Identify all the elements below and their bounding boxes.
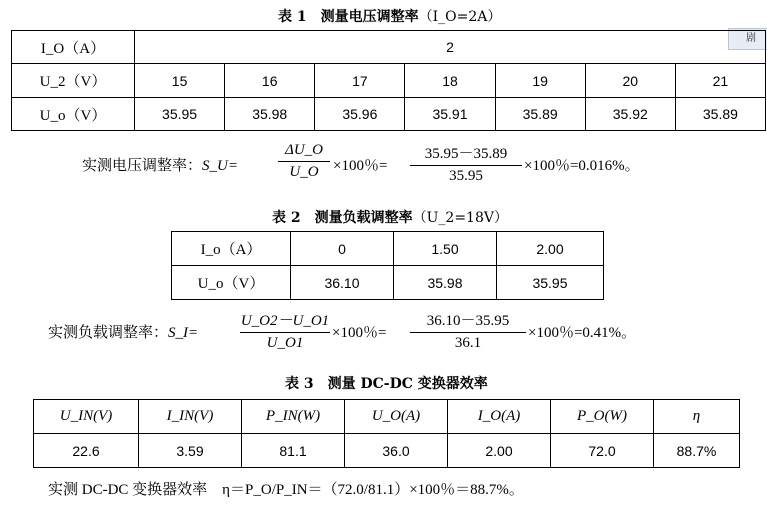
table3-header-uo: U_O(A) <box>345 400 448 434</box>
table3-header-uin: U_IN(V) <box>34 400 139 434</box>
table1-u2-cell: 19 <box>495 64 585 98</box>
table2-caption <box>272 207 508 227</box>
table3-value-cell: 2.00 <box>448 434 551 468</box>
formula2-frac2-bar <box>410 332 526 333</box>
table2-io-cell: 0 <box>291 232 394 266</box>
table2-io-cell: 2.00 <box>497 232 604 266</box>
table1-label-u2: U_2（V） <box>12 64 135 98</box>
formula2-frac1-num: U_O2－U_O1 <box>240 313 330 329</box>
formula2-frac1-den: U_O1 <box>266 335 304 351</box>
table1-label-uo: U_o（V） <box>12 98 135 131</box>
formula3: 实测 DC-DC 变换器效率 η＝P_O/P_IN＝（72.0/81.1）×100％＝88.7%。 <box>48 482 524 498</box>
formula1-symbol: S_U= <box>202 158 238 174</box>
table3-header-po: P_O(W) <box>551 400 654 434</box>
table3-value-cell: 22.6 <box>34 434 139 468</box>
table1-u2-cell: 15 <box>135 64 225 98</box>
table1-caption-text: 表 1 测量电压调整率 <box>278 9 419 25</box>
table1 <box>11 30 766 131</box>
formula2-fraction1 <box>240 309 330 352</box>
table3-value-cell: 36.0 <box>345 434 448 468</box>
formula2-frac2-den: 36.1 <box>454 335 482 351</box>
table3-value-cell: 3.59 <box>139 434 242 468</box>
formula2-fraction2 <box>410 309 526 352</box>
table1-uo-cell: 35.98 <box>225 98 315 131</box>
formula1-frac1-den: U_O <box>289 164 319 180</box>
formula1-prefix <box>82 154 238 175</box>
table2-uo-cell: 35.95 <box>497 266 604 300</box>
table3-header-iin: I_IN(V) <box>139 400 242 434</box>
table2 <box>171 231 604 300</box>
formula1-fraction2 <box>410 142 522 185</box>
table2-label-io: I_o（A） <box>172 232 291 266</box>
formula1-prefix-text: 实测电压调整率： <box>82 158 203 174</box>
table3-value-cell: 72.0 <box>551 434 654 468</box>
formula1-fraction1 <box>278 142 330 181</box>
table3-value-cell: 81.1 <box>242 434 345 468</box>
formula1-frac2-num: 35.95－35.89 <box>424 146 508 162</box>
table1-u2-cell: 21 <box>675 64 765 98</box>
table1-uo-cell: 35.89 <box>495 98 585 131</box>
formula1-frac2-den: 35.95 <box>449 168 483 184</box>
table3-header-pin: P_IN(W) <box>242 400 345 434</box>
table2-uo-cell: 36.10 <box>291 266 394 300</box>
table1-uo-cell: 35.92 <box>585 98 675 131</box>
formula2-prefix-text: 实测负载调整率： <box>48 325 169 341</box>
side-tab[interactable]: 剧 <box>728 28 767 50</box>
formula1-frac1-bar <box>278 161 330 162</box>
formula2-frac2-num: 36.10－35.95 <box>426 313 510 329</box>
table2-caption-text: 表 2 测量负载调整率 <box>272 210 413 226</box>
formula2-mult: ×100％= <box>332 325 387 341</box>
table1-u2-cell: 16 <box>225 64 315 98</box>
formula2-symbol: S_I= <box>168 325 199 341</box>
table3-value-cell: 88.7% <box>654 434 740 468</box>
table1-uo-cell: 35.96 <box>315 98 405 131</box>
formula1-tail: ×100％=0.016%。 <box>524 158 640 174</box>
table1-condition: （I_O=2A） <box>418 9 502 25</box>
table1-u2-cell: 18 <box>405 64 495 98</box>
table1-uo-cell: 35.91 <box>405 98 495 131</box>
table3-caption: 表 3 测量 DC-DC 变换器效率 <box>285 376 488 392</box>
formula1-mult: ×100％= <box>333 158 388 174</box>
table3-header-io: I_O(A) <box>448 400 551 434</box>
table1-caption <box>278 6 501 26</box>
table2-io-cell: 1.50 <box>394 232 497 266</box>
table3-header-eta: η <box>654 400 740 434</box>
table1-uo-cell: 35.95 <box>135 98 225 131</box>
table1-label-io: I_O（A） <box>12 31 135 64</box>
table2-uo-cell: 35.98 <box>394 266 497 300</box>
formula1-frac1-num: ΔU_O <box>285 142 323 158</box>
table1-uo-cell: 35.89 <box>675 98 765 131</box>
formula2-tail: ×100％=0.41%。 <box>528 325 637 341</box>
formula1-frac2-bar <box>410 165 522 166</box>
table3 <box>33 399 740 468</box>
table1-u2-cell: 17 <box>315 64 405 98</box>
table1-u2-cell: 20 <box>585 64 675 98</box>
formula2-frac1-bar <box>240 332 330 333</box>
table2-label-uo: U_o（V） <box>172 266 291 300</box>
table2-condition: （U_2=18V） <box>412 210 508 226</box>
table1-io-value: 2 <box>135 31 766 64</box>
formula2-prefix <box>48 321 198 342</box>
